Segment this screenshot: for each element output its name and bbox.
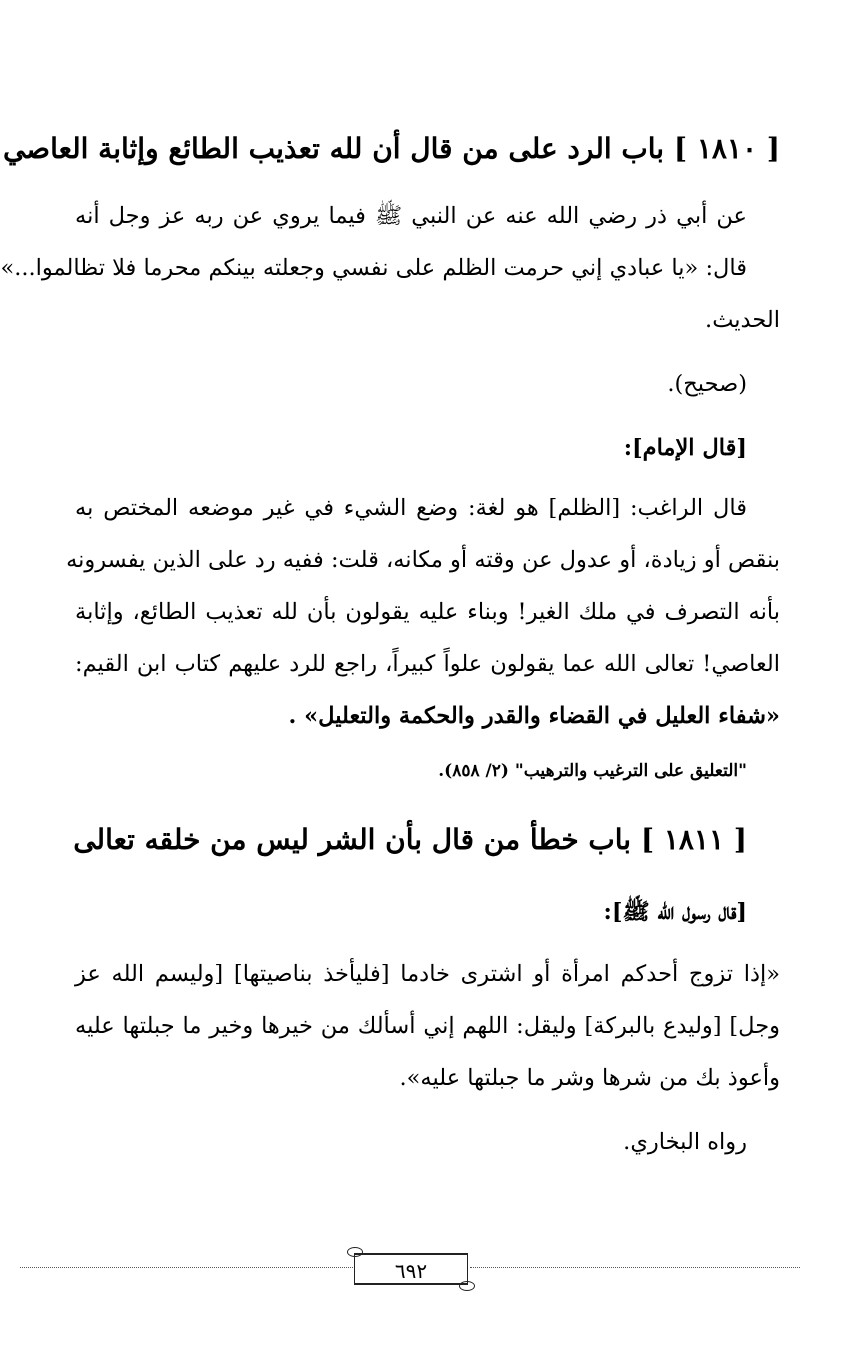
footer-divider-right [470,1267,800,1268]
source-reference: "التعليق على الترغيب والترهيب" (٢/ ٨٥٨). [438,761,747,781]
commentary-line-1: قال الراغب: [الظلم] هو لغة: وضع الشيء في غير موضعه المختص به [75,495,747,521]
imam-label: [قال الإمام]: [623,435,747,461]
commentary-line-4: العاصي! تعالى الله عما يقولون علواً كبيراً، راجع للرد عليهم كتاب ابن القيم: [75,651,780,677]
footer-divider-left [20,1267,355,1268]
prophet-label: [قال رسول الله ﷺ]: [603,899,747,925]
hadith-1811-line-1: «إذا تزوج أحدكم امرأة أو اشترى خادما [فليأخذ بناصيتها] [وليسم الله عز [75,961,780,987]
hadith-line-3: الحديث. [705,307,780,333]
commentary-line-5: «شفاء العليل في القضاء والقدر والحكمة والتعليل» . [288,703,780,729]
page-number-frame [354,1253,468,1285]
page-number: ٦٩٢ [394,1259,428,1283]
hadith-1811-line-3: وأعوذ بك من شرها وشر ما جبلتها عليه». [399,1065,780,1091]
hadith-1811-line-2: وجل] [وليدع بالبركة] وليقل: اللهم إني أسألك من خيرها وخير ما جبلتها عليه [75,1013,780,1039]
hadith-line-2: قال: «يا عبادي إني حرمت الظلم على نفسي وجعلته بينكم محرما فلا تظالموا...» [0,255,747,281]
commentary-line-2: بنقص أو زيادة، أو عدول عن وقته أو مكانه، قلت: ففيه رد على الذين يفسرونه [66,547,780,573]
commentary-line-3: بأنه التصرف في ملك الغير! وبناء عليه يقولون بأن لله تعذيب الطائع، وإثابة [75,599,780,625]
hadith-line-1: عن أبي ذر رضي الله عنه عن النبي ﷺ فيما يروي عن ربه عز وجل أنه [75,203,747,229]
narration-source: رواه البخاري. [623,1129,747,1155]
grading-text: (صحيح). [667,371,747,397]
chapter-heading-1810: [ ١٨١٠ ] باب الرد على من قال أن لله تعذيب الطائع وإثابة العاصي [2,132,780,165]
chapter-heading-1811: [ ١٨١١ ] باب خطأ من قال بأن الشر ليس من خلقه تعالى [73,823,747,856]
